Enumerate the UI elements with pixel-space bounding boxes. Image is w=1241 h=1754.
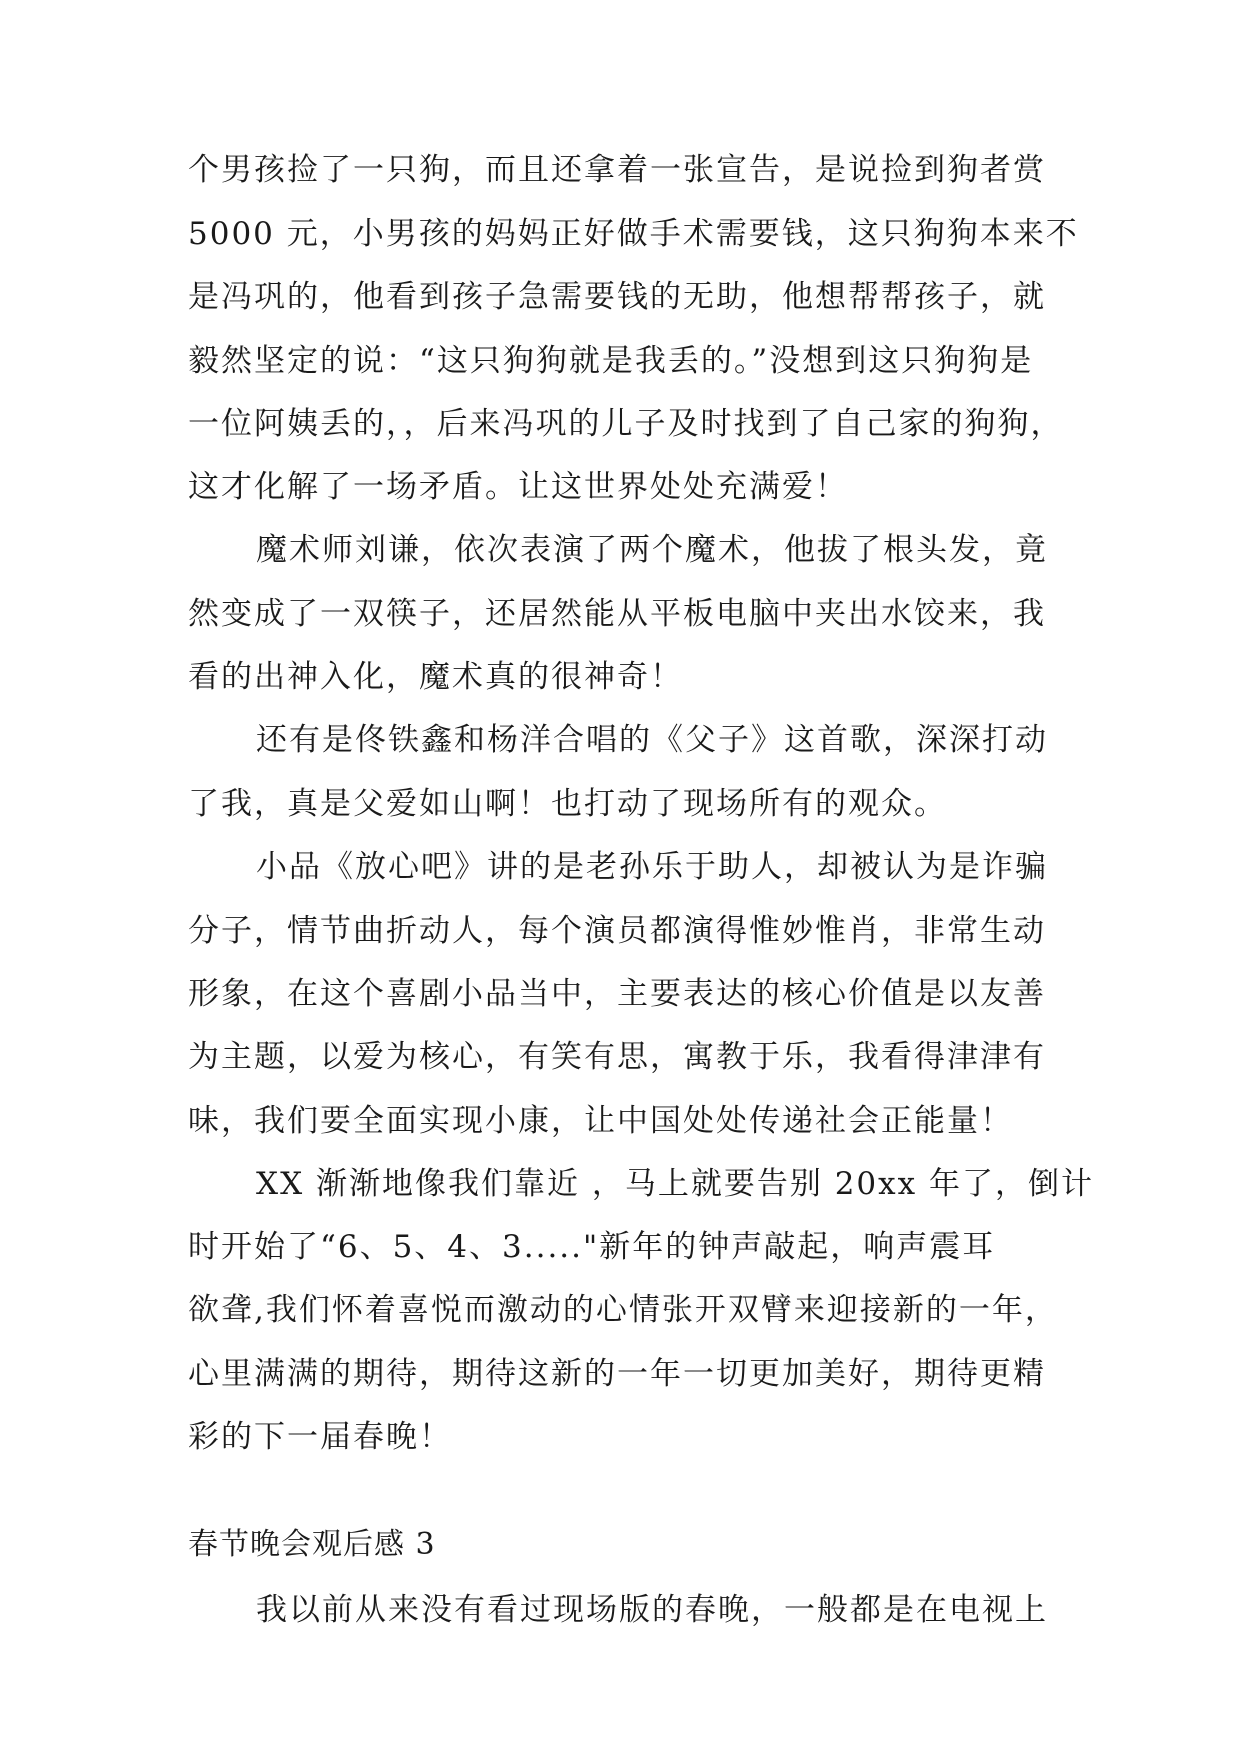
- text-line: 彩的下一届春晚！: [188, 1419, 452, 1455]
- text-line: 看的出神入化，魔术真的很神奇！: [188, 659, 683, 695]
- text-line: 了我，真是父爱如山啊！也打动了现场所有的观众。: [188, 786, 947, 822]
- text-line: 毅然坚定的说：“这只狗狗就是我丢的。”没想到这只狗狗是: [188, 343, 1034, 379]
- section-heading: 春节晚会观后感 3: [188, 1527, 436, 1562]
- text-line: 味，我们要全面实现小康，让中国处处传递社会正能量！: [188, 1103, 1013, 1139]
- text-line: 为主题，以爱为核心，有笑有思，寓教于乐，我看得津津有: [188, 1039, 1046, 1075]
- text-line: 5000 元，小男孩的妈妈正好做手术需要钱，这只狗狗本来不: [188, 216, 1079, 252]
- text-line: 还有是佟铁鑫和杨洋合唱的《父子》这首歌，深深打动: [256, 722, 1048, 758]
- text-line: 个男孩捡了一只狗，而且还拿着一张宣告，是说捡到狗者赏: [188, 152, 1046, 188]
- text-line: 这才化解了一场矛盾。让这世界处处充满爱！: [188, 469, 848, 505]
- text-line: 分子，情节曲折动人，每个演员都演得惟妙惟肖，非常生动: [188, 913, 1046, 949]
- text-line: 我以前从来没有看过现场版的春晚，一般都是在电视上: [256, 1592, 1048, 1628]
- text-line: 魔术师刘谦，依次表演了两个魔术，他拔了根头发，竟: [256, 532, 1048, 568]
- text-line: 时开始了“6、5、4、3....."新年的钟声敲起，响声震耳: [188, 1229, 996, 1265]
- text-line: 一位阿姨丢的，，后来冯巩的儿子及时找到了自己家的狗狗，: [188, 406, 1064, 442]
- text-line: XX 渐渐地像我们靠近 ，马上就要告别 20xx 年了，倒计: [256, 1166, 1094, 1202]
- text-line: 形象，在这个喜剧小品当中，主要表达的核心价值是以友善: [188, 976, 1046, 1012]
- text-line: 心里满满的期待，期待这新的一年一切更加美好，期待更精: [188, 1356, 1046, 1392]
- text-line: 是冯巩的，他看到孩子急需要钱的无助，他想帮帮孩子，就: [188, 279, 1046, 315]
- text-line: 小品《放心吧》讲的是老孙乐于助人，却被认为是诈骗: [256, 849, 1048, 885]
- text-line: 欲聋,我们怀着喜悦而激动的心情张开双臂来迎接新的一年，: [188, 1292, 1058, 1328]
- text-line: 然变成了一双筷子，还居然能从平板电脑中夹出水饺来，我: [188, 596, 1046, 632]
